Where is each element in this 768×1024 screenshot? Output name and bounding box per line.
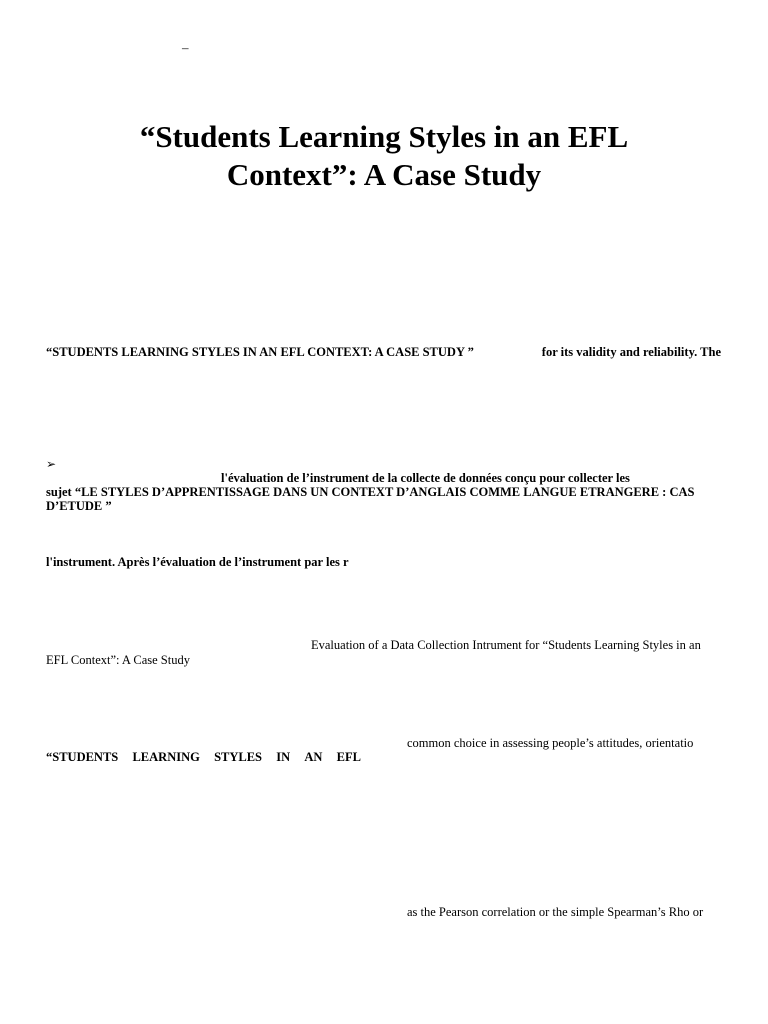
caps-title-fragment [46,750,361,765]
intro-line [46,345,721,360]
document-title [0,118,768,194]
pearson-line: as the Pearson correlation or the simple Spearman’s Rho or [407,905,704,919]
french-evaluation-line: l'évaluation de l’instrument de la collecte de données conçu pour collecter les [221,471,630,485]
intro-line-right: for its validity and reliability. The [541,345,721,359]
caps-word: AN [304,750,323,764]
caps-word: IN [276,750,291,764]
caps-word: “STUDENTS [46,750,119,764]
caps-word: LEARNING [132,750,200,764]
evaluation-title-line-1: Evaluation of a Data Collection Intrument for “Students Learning Styles in an [311,638,701,652]
arrow-bullet-icon: ➢ [46,457,57,471]
french-subject-paragraph: sujet “LE STYLES D’APPRENTISSAGE DANS UN CONTEXT D’ANGLAIS COMME LANGUE ETRANGERE : CAS D’ETUDE ” [46,485,695,513]
header-dash: – [182,40,189,55]
common-choice-line: common choice in assessing people’s attitudes, orientatio [407,736,694,750]
evaluation-title-line-2: EFL Context”: A Case Study [46,653,190,667]
title-line-2: Context”: A Case Study [226,157,542,192]
caps-word: STYLES [214,750,263,764]
french-instrument-line: l'instrument. Après l’évaluation de l’instrument par les r [46,555,349,569]
title-line-1: “Students Learning Styles in an EFL [139,119,629,154]
intro-line-left: “STUDENTS LEARNING STYLES IN AN EFL CONTEXT: A CASE STUDY ” [46,345,474,359]
caps-word: EFL [336,750,361,764]
